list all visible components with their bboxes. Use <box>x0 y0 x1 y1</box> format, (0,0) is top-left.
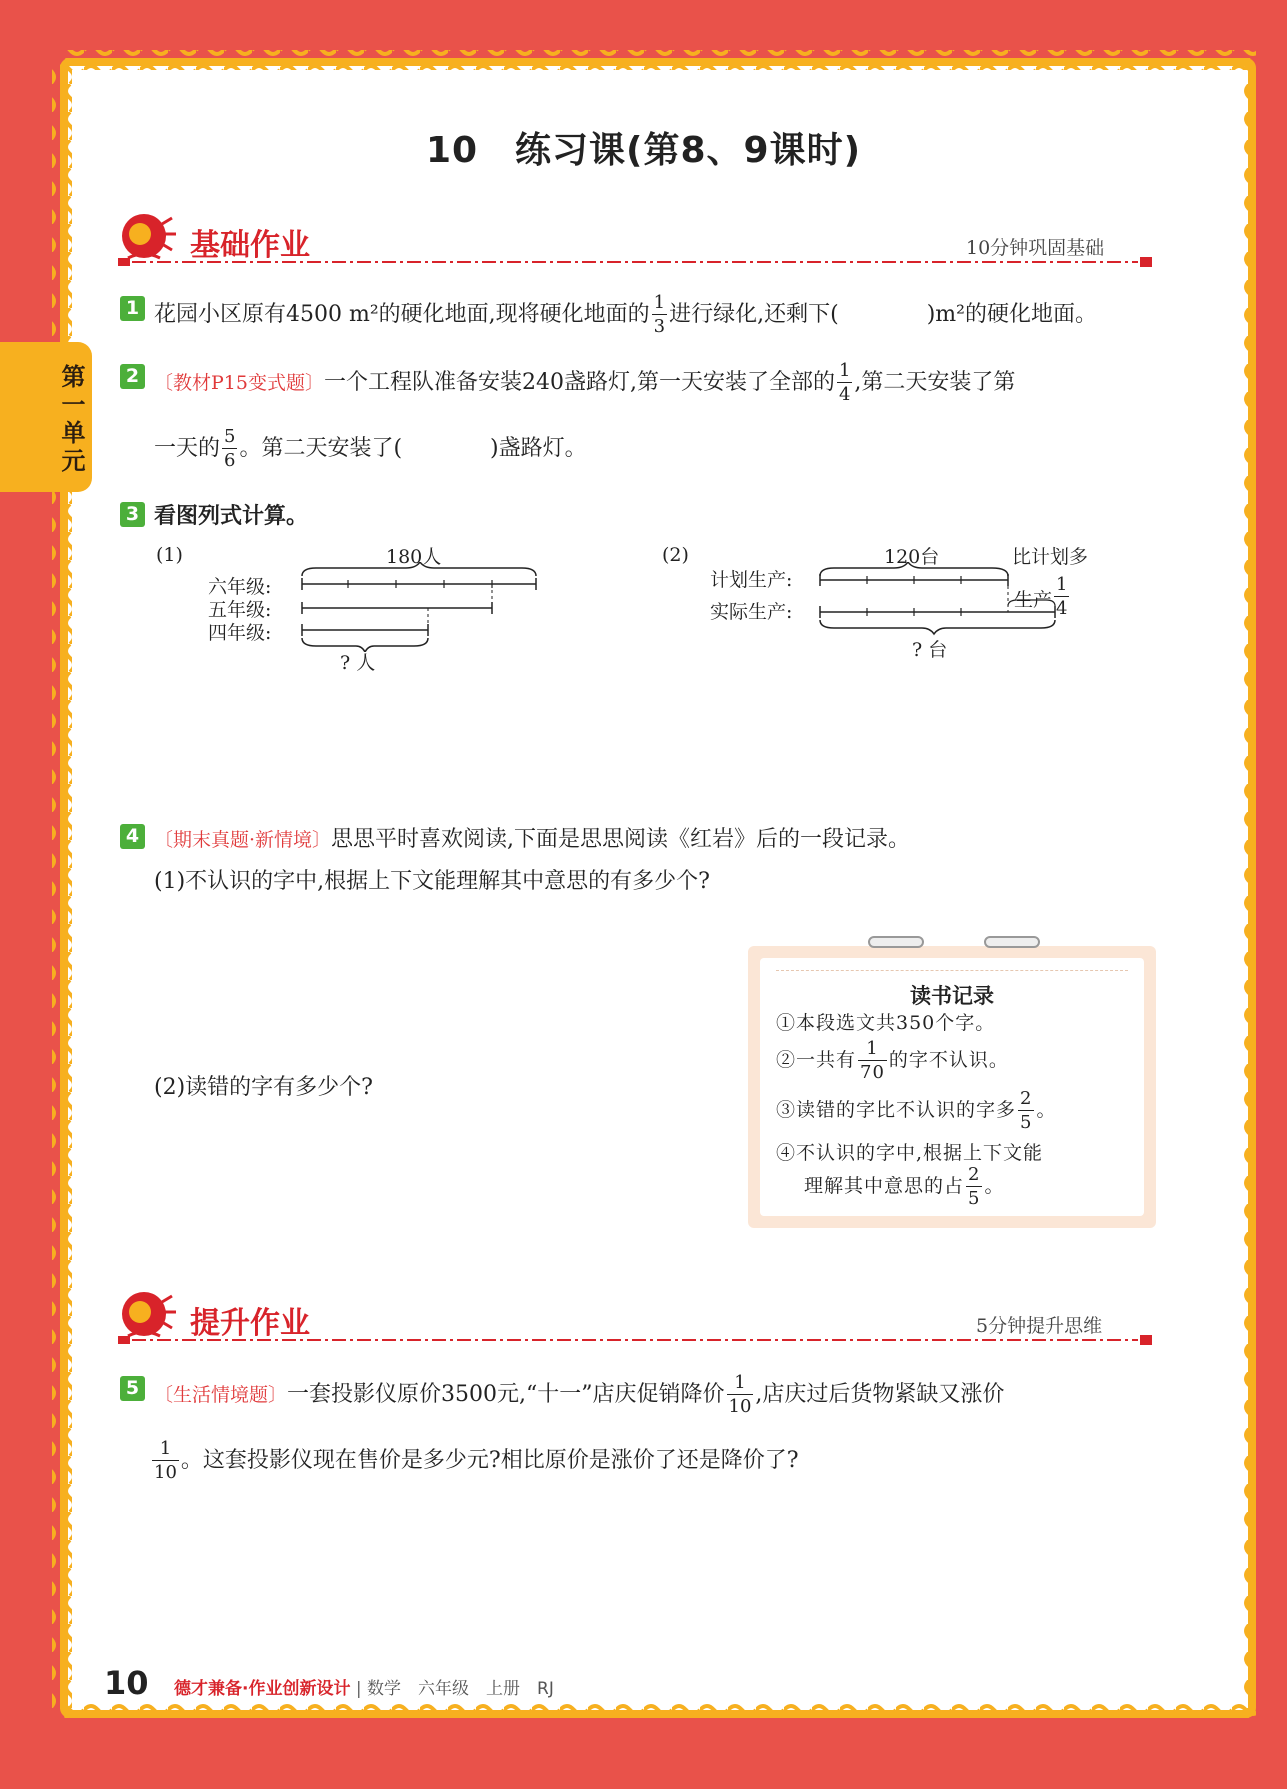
section-basic-hint: 10分钟巩固基础 <box>966 237 1105 259</box>
line-segment-diagram-2 <box>812 562 1062 652</box>
footer-brand: 德才兼备·作业创新设计 <box>174 1679 351 1699</box>
fraction: $\frac{2}{5}$ <box>968 1164 981 1209</box>
question-3: 看图列式计算。 <box>154 504 309 529</box>
diagram-2-note: 生产 $\frac{1}{4}$ <box>1014 574 1068 619</box>
fraction: $\frac{1}{10}$ <box>154 1438 177 1483</box>
line-segment-diagram-1 <box>296 562 546 652</box>
diagram-row-label: 五年级: <box>208 599 272 621</box>
section-divider <box>118 1334 1158 1346</box>
question-1 <box>154 294 1097 336</box>
footer-subject: 数学 六年级 上册 RJ <box>367 1679 554 1699</box>
fraction: $\frac{5}{6}$ <box>224 426 236 471</box>
card-title: 读书记录 <box>910 984 994 1008</box>
question-number: 4 <box>120 824 145 849</box>
q4-text: 思思平时喜欢阅读,下面是思思阅读《红岩》后的一段记录。 <box>331 827 911 852</box>
card-rule <box>776 970 1128 971</box>
unit-tab-label: 第一单元 <box>57 364 85 476</box>
diagram-1-label: (1) <box>156 544 183 566</box>
section-advanced-title: 提升作业 <box>190 1306 310 1341</box>
question-5-cont <box>150 1440 799 1482</box>
q2-text-c: 一天的 <box>154 436 221 461</box>
q5-text-c: 。这套投影仪现在售价是多少元?相比原价是涨价了还是降价了? <box>180 1448 799 1473</box>
binder-ring-icon <box>984 936 1040 948</box>
unit-tab[interactable] <box>0 342 92 492</box>
section-basic-title: 基础作业 <box>190 228 310 263</box>
question-4-sub1: (1)不认识的字中,根据上下文能理解其中意思的有多少个? <box>154 869 710 894</box>
diagram-2-total: 120台 <box>884 546 940 568</box>
fraction: $\frac{2}{5}$ <box>1020 1088 1033 1133</box>
page-number: 10 <box>104 1664 149 1702</box>
question-4-sub2: (2)读错的字有多少个? <box>154 1075 373 1100</box>
diagram-2-label: (2) <box>662 544 689 566</box>
card-line: ④不认识的字中,根据上下文能 <box>776 1142 1044 1164</box>
question-2-cont <box>154 428 587 470</box>
question-2 <box>154 362 1015 404</box>
diagram-2-note: 比计划多 <box>1012 546 1089 568</box>
q1-text-a: 花园小区原有4500 m²的硬化地面,现将硬化地面的 <box>154 302 650 327</box>
card-line: ②一共有 $\frac{1}{70}$ 的字不认识。 <box>776 1038 1009 1083</box>
question-number: 3 <box>120 502 145 527</box>
q5-tag: 〔生活情境题〕 <box>154 1384 288 1406</box>
diagram-row-label: 六年级: <box>208 576 272 598</box>
reading-record-card <box>748 946 1156 1228</box>
q1-text-b: 进行绿化,还剩下( )m²的硬化地面。 <box>669 302 1097 327</box>
question-number: 1 <box>120 296 145 321</box>
bell-icon <box>118 210 180 262</box>
section-divider <box>118 256 1158 268</box>
diagram-2-question: ? 台 <box>912 639 948 661</box>
page-title: 10 练习课(第8、9课时) <box>425 130 862 171</box>
fraction: $\frac{1}{3}$ <box>653 292 666 337</box>
question-number: 2 <box>120 364 145 389</box>
diagram-row-label: 四年级: <box>208 622 272 644</box>
diagram-row-label: 实际生产: <box>710 601 793 623</box>
q2-text-b: ,第二天安装了第 <box>854 370 1016 395</box>
question-4 <box>154 822 910 853</box>
card-line: 理解其中意思的占 $\frac{2}{5}$ 。 <box>804 1164 1005 1209</box>
q5-text-b: ,店庆过后货物紧缺又涨价 <box>755 1382 1005 1407</box>
bell-icon <box>118 1288 180 1340</box>
card-line: ③读错的字比不认识的字多 $\frac{2}{5}$ 。 <box>776 1088 1057 1133</box>
binder-ring-icon <box>868 936 924 948</box>
fraction: $\frac{1}{4}$ <box>838 360 851 405</box>
fraction: $\frac{1}{10}$ <box>728 1372 752 1417</box>
q2-text-a: 一个工程队准备安装240盏路灯,第一天安装了全部的 <box>323 370 835 395</box>
card-line: ①本段选文共350个字。 <box>776 1012 996 1034</box>
fraction: $\frac{1}{4}$ <box>1056 574 1068 619</box>
question-number: 5 <box>120 1376 145 1401</box>
fraction: $\frac{1}{70}$ <box>860 1038 885 1083</box>
diagram-row-label: 计划生产: <box>710 569 793 591</box>
q5-text-a: 一套投影仪原价3500元,“十一”店庆促销降价 <box>287 1382 725 1407</box>
footer-text: 德才兼备·作业创新设计 | 数学 六年级 上册 RJ <box>174 1679 554 1699</box>
question-5 <box>154 1374 1004 1416</box>
section-advanced-hint: 5分钟提升思维 <box>976 1315 1103 1337</box>
q2-tag: 〔教材P15变式题〕 <box>154 372 324 394</box>
q4-tag: 〔期末真题·新情境〕 <box>154 829 332 851</box>
diagram-1-total: 180人 <box>386 546 442 568</box>
diagram-1-question: ? 人 <box>340 652 376 674</box>
q2-text-d: 。第二天安装了( )盏路灯。 <box>239 436 587 461</box>
